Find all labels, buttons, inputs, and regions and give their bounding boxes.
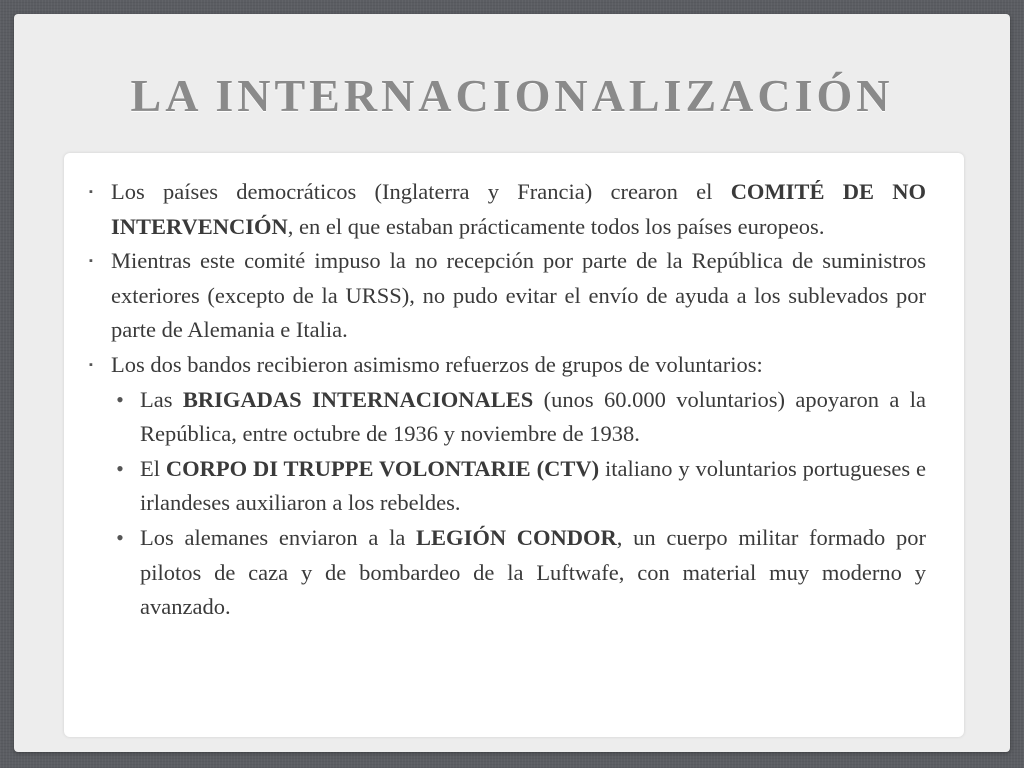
text-segment: Mientras este comité impuso la no recepción por parte de la República de suministros exteriores (excepto de la URSS), no pudo evitar el envío de ayuda a los sublevados por parte de Alemania e Italia. bbox=[111, 248, 926, 343]
text-segment: Las bbox=[140, 386, 183, 412]
slide bbox=[14, 14, 1010, 752]
square-bullet-icon: ▪ bbox=[89, 186, 93, 198]
emphasis-text: BRIGADAS INTERNACIONALES bbox=[182, 386, 534, 412]
text-segment: El bbox=[140, 455, 166, 481]
text-segment: , en el que estaban prácticamente todos los países europeos. bbox=[287, 213, 825, 239]
emphasis-text: COMITÉ DE NO INTERVENCIÓN bbox=[111, 179, 926, 239]
text-segment: , un cuerpo militar formado por pilotos de caza y de bombardeo de la Luftwafe, con material muy moderno y avanzado. bbox=[140, 524, 926, 620]
bullet-text bbox=[111, 179, 926, 239]
bullet-text bbox=[140, 387, 926, 447]
bullet-text bbox=[140, 456, 926, 516]
text-segment: Los alemanes enviaron a la bbox=[140, 524, 417, 550]
sub-bullet-item bbox=[111, 383, 926, 452]
emphasis-text: LEGIÓN CONDOR bbox=[416, 524, 617, 550]
slide-title: LA INTERNACIONALIZACIÓN bbox=[130, 70, 894, 121]
text-segment: (unos 60.000 voluntarios) apoyaron a la República, entre octubre de 1936 y noviembre de 1938. bbox=[140, 386, 926, 447]
text-segment: Los dos bandos recibieron asimismo refuerzos de grupos de voluntarios: bbox=[111, 351, 763, 377]
bullet-item bbox=[89, 175, 926, 244]
bullet-text bbox=[140, 525, 926, 619]
content-box bbox=[64, 153, 964, 737]
bullet-item bbox=[89, 244, 926, 348]
round-bullet-icon: • bbox=[116, 524, 124, 550]
bullet-text bbox=[111, 352, 763, 377]
bullet-list bbox=[89, 175, 926, 625]
round-bullet-icon: • bbox=[116, 455, 124, 481]
text-segment: Los países democráticos (Inglaterra y Francia) crearon el bbox=[111, 179, 731, 204]
text-segment: italiano y voluntarios portugueses e irlandeses auxiliaron a los rebeldes. bbox=[140, 455, 926, 516]
bullet-text bbox=[111, 248, 926, 342]
square-bullet-icon: ▪ bbox=[89, 358, 93, 371]
sub-bullet-item bbox=[111, 452, 926, 521]
round-bullet-icon: • bbox=[116, 386, 124, 412]
bullet-item bbox=[89, 348, 926, 383]
square-bullet-icon: ▪ bbox=[89, 255, 93, 268]
sub-bullet-item bbox=[111, 521, 926, 625]
emphasis-text: CORPO DI TRUPPE VOLONTARIE (CTV) bbox=[165, 455, 600, 481]
